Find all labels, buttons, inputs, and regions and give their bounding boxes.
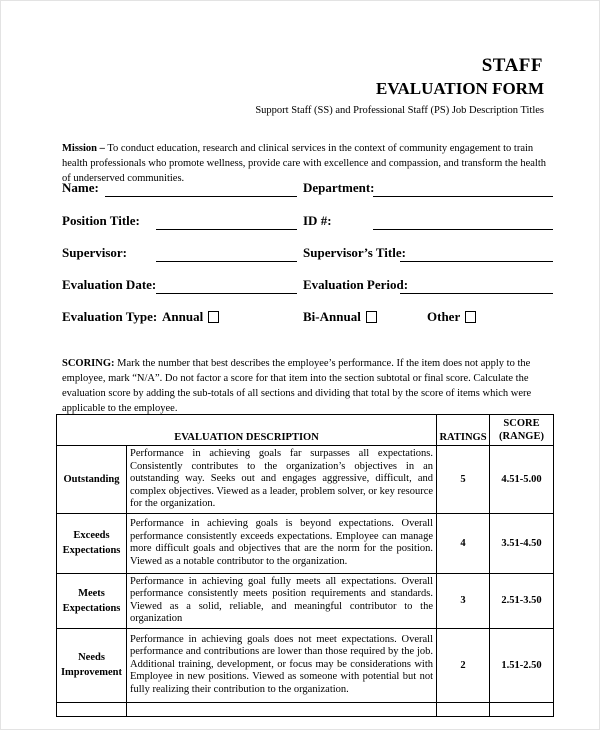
form-title-staff: STAFF xyxy=(481,55,543,76)
position-title-label: Position Title: xyxy=(62,213,140,228)
other-checkbox[interactable] xyxy=(465,311,476,323)
row-rating[interactable]: 4 xyxy=(437,513,490,573)
scoring-text: Mark the number that best describes the employee’s performance. If the item does not apply to the employee, mark “N/A”. Do not factor a score for that item into the section subtotal or final score. Calculate the evaluation score by adding the sub-totals of all sections and dividing that total by the score of items which were applicable to the employee. xyxy=(62,358,532,414)
department-field[interactable] xyxy=(373,196,553,197)
table-row-cut xyxy=(57,702,554,716)
bi-annual-label: Bi-Annual xyxy=(303,309,361,324)
mission-text: To conduct education, research and clinical services in the context of community engagement to train health professionals who promote wellness, provide care with excellence and compassion, and transform the health of underserved communities. xyxy=(62,143,547,184)
department-label: Department: xyxy=(303,180,375,195)
header-evaluation-description: EVALUATION DESCRIPTION xyxy=(57,415,437,446)
name-field[interactable] xyxy=(105,196,297,197)
other-label: Other xyxy=(427,309,461,324)
other-option[interactable] xyxy=(427,309,476,325)
table-row xyxy=(57,628,554,702)
table-header-row xyxy=(57,415,554,446)
row-range: 3.51-4.50 xyxy=(490,513,554,573)
row-range: 4.51-5.00 xyxy=(490,446,554,514)
row-rating[interactable]: 5 xyxy=(437,446,490,514)
row-label: Outstanding xyxy=(57,446,127,514)
form-title-evaluation: EVALUATION FORM xyxy=(376,79,544,98)
id-label: ID #: xyxy=(303,213,332,228)
evaluation-table xyxy=(56,414,554,717)
supervisor-title-field[interactable] xyxy=(400,261,553,262)
mission-label: Mission – xyxy=(62,143,105,154)
evaluation-date-label: Evaluation Date: xyxy=(62,277,157,292)
row-description: Performance in achieving goals does not meet expectations. Overall performance and contributions are lower than those required by the job. Additional training, development, or focus may be considerations with Employee in new positions. Viewed as someone with potential but not fully realizing their contribution to the organization. xyxy=(127,628,437,702)
row-range: 2.51-3.50 xyxy=(490,573,554,628)
row-label: Exceeds Expectations xyxy=(57,513,127,573)
scoring-instructions xyxy=(62,356,557,416)
table-row xyxy=(57,446,554,514)
annual-option[interactable] xyxy=(162,309,219,325)
row-rating[interactable]: 3 xyxy=(437,573,490,628)
header-ratings: RATINGS xyxy=(437,415,490,446)
evaluation-type-label: Evaluation Type: xyxy=(62,309,158,324)
bi-annual-checkbox[interactable] xyxy=(366,311,377,323)
row-description: Performance in achieving goals far surpasses all expectations. Consistently contributes to the organization’s objectives in an outstanding way. Seeks out and engages aggressive, difficult, and complex objectives. Viewed as a leader, problem solver, or key resource for the organization. xyxy=(127,446,437,514)
evaluation-period-field[interactable] xyxy=(400,293,553,294)
table-row xyxy=(57,513,554,573)
table-row xyxy=(57,573,554,628)
evaluation-date-field[interactable] xyxy=(156,293,297,294)
supervisor-title-label: Supervisor’s Title: xyxy=(303,245,406,260)
scoring-label: SCORING: xyxy=(62,358,115,369)
form-subtitle: Support Staff (SS) and Professional Staff (PS) Job Description Titles xyxy=(255,105,544,116)
position-title-field[interactable] xyxy=(156,229,297,230)
row-description: Performance in achieving goals is beyond expectations. Overall performance consistently exceeds expectations. Employee can manage more difficult goals and objectives that are the norm for the position. Viewed as a notable contributor to the organization. xyxy=(127,513,437,573)
supervisor-label: Supervisor: xyxy=(62,245,127,260)
annual-checkbox[interactable] xyxy=(208,311,219,323)
row-range: 1.51-2.50 xyxy=(490,628,554,702)
header-score-range: SCORE (RANGE) xyxy=(490,415,554,446)
supervisor-field[interactable] xyxy=(156,261,297,262)
annual-label: Annual xyxy=(162,309,204,324)
name-label: Name: xyxy=(62,180,99,195)
evaluation-period-label: Evaluation Period: xyxy=(303,277,409,292)
id-field[interactable] xyxy=(373,229,553,230)
row-rating[interactable]: 2 xyxy=(437,628,490,702)
row-label: Meets Expectations xyxy=(57,573,127,628)
row-label: Needs Improvement xyxy=(57,628,127,702)
row-description: Performance in achieving goal fully meets all expectations. Overall performance consistently meets position requirements and standards. Viewed as a solid, reliable, and meaningful contributor to the organization xyxy=(127,573,437,628)
bi-annual-option[interactable] xyxy=(303,309,377,325)
